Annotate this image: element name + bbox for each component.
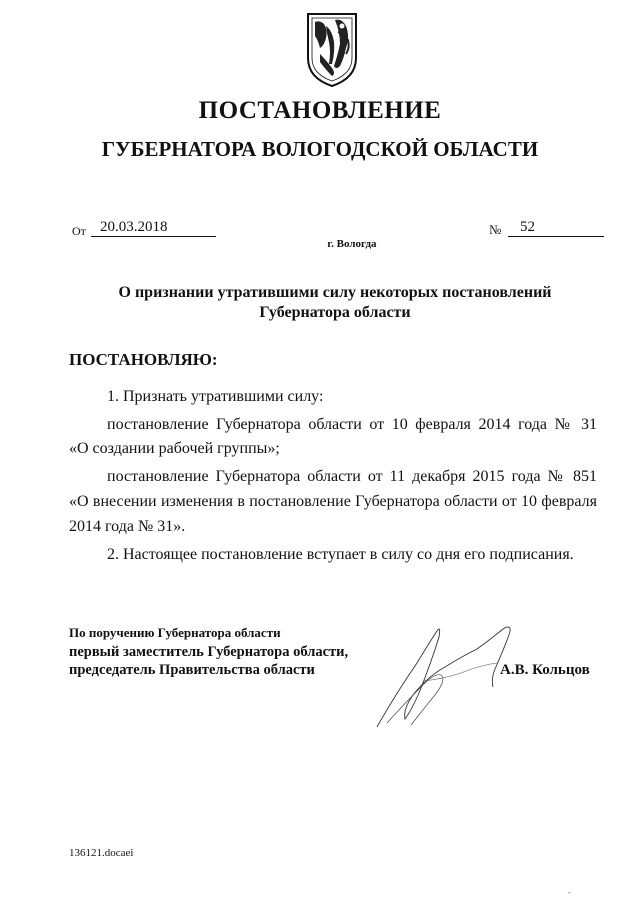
- scan-mark: ": [568, 891, 571, 899]
- item-1-sub-2-line-1: постановление Губернатора области от 11 декабря 2015 года № 851: [107, 468, 597, 485]
- subject-line-2: Губернатора области: [259, 304, 411, 321]
- number-value: 52: [508, 219, 604, 237]
- signer-name: А.В. Кольцов: [500, 662, 590, 678]
- signer-position: [69, 643, 348, 679]
- city: г. Вологда: [327, 238, 377, 250]
- document-type-title: ПОСТАНОВЛЕНИЕ: [198, 97, 442, 124]
- issuer-title: ГУБЕРНАТОРА ВОЛОГОДСКОЙ ОБЛАСТИ: [101, 137, 539, 161]
- item-1-sub-1-line-2: «О создании рабочей группы»;: [69, 440, 280, 457]
- item-1-sub-1-line-1: постановление Губернатора области от 10 февраля 2014 года № 31: [107, 416, 597, 433]
- item-1-sub-2-line-2: «О внесении изменения в постановление Губернатора области от 10 февраля: [69, 493, 597, 510]
- subject-line-1: О признании утратившими силу некоторых постановлений: [118, 284, 552, 301]
- item-1: 1. Признать утратившими силу:: [107, 388, 324, 405]
- decree-word: ПОСТАНОВЛЯЮ:: [69, 350, 218, 369]
- signer-position-line-2: председатель Правительства области: [69, 662, 315, 678]
- signer-position-line-1: первый заместитель Губернатора области,: [69, 644, 349, 660]
- file-code: 136121.docaei: [69, 847, 134, 859]
- document-subject: [70, 283, 600, 323]
- date-value: 20.03.2018: [91, 219, 216, 237]
- coat-of-arms-icon: [302, 8, 362, 88]
- item-2: 2. Настоящее постановление вступает в силу со дня его подписания.: [107, 546, 574, 563]
- item-1-sub-2-line-3: 2014 года № 31».: [69, 518, 186, 535]
- date-label: От: [72, 224, 86, 238]
- number-label: №: [489, 222, 502, 237]
- signature-authority-line: По поручению Губернатора области: [69, 625, 281, 640]
